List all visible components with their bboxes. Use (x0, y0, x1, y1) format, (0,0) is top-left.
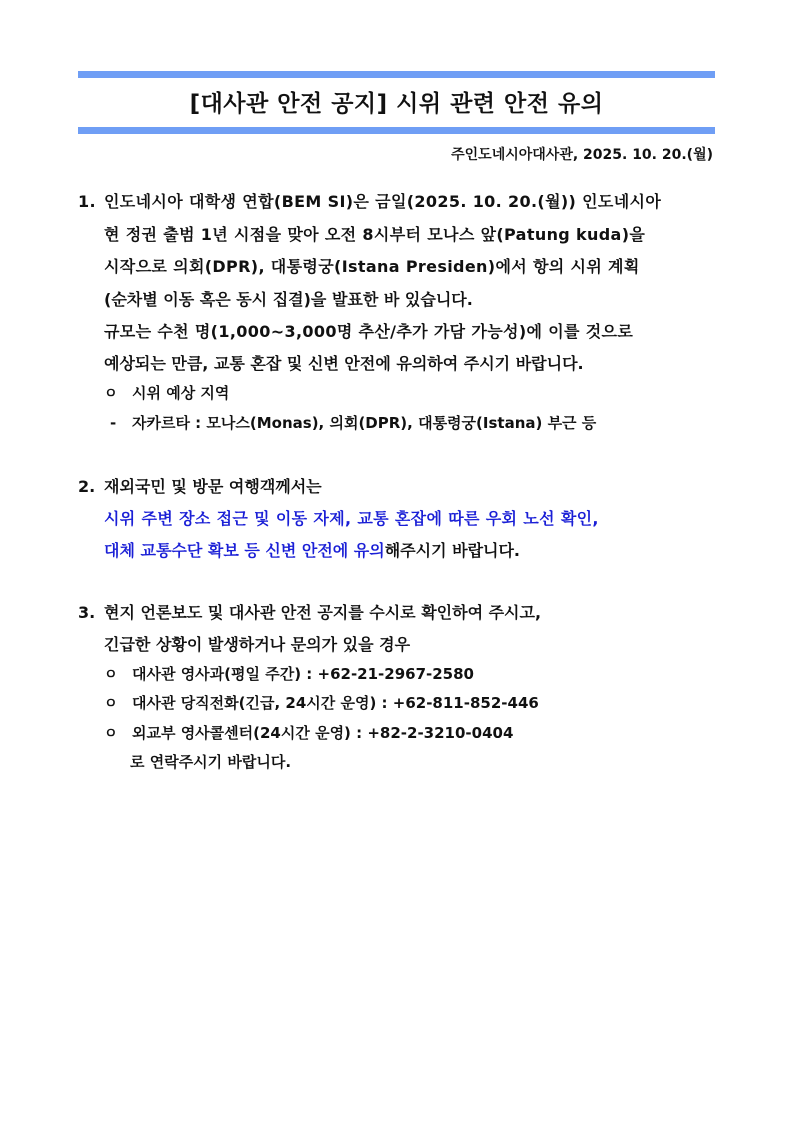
issuer-date: 주인도네시아대사관, 2025. 10. 20.(월) (451, 147, 713, 163)
section-1-line-5: 규모는 수천 명(1,000~3,000명 추산/추가 가담 가능성)에 이를 것으로 (104, 322, 634, 341)
section-2-emphasis-2: 대체 교통수단 확보 등 신변 안전에 유의 (104, 541, 385, 560)
bullet-marker: ㅇ (104, 726, 118, 742)
bullet-marker: ㅇ (104, 386, 118, 402)
dash-marker: - (110, 414, 117, 432)
section-2-number: 2. (78, 477, 96, 496)
section-2-line-3 (104, 538, 520, 564)
contact-consular (104, 661, 474, 688)
section-1-line-2: 현 정권 출범 1년 시점을 맞아 오전 8시부터 모나스 앞(Patung kuda)을 (104, 225, 646, 244)
section-1-text: 인도네시아 대학생 연합(BEM SI)은 금일(2025. 10. 20.(월)) 인도네시아 (104, 192, 662, 211)
bullet-text: 시위 예상 지역 (132, 384, 230, 402)
section-1-number: 1. (78, 192, 96, 211)
contact-text: 대사관 영사과(평일 주간) : +62-21-2967-2580 (132, 665, 474, 683)
section-3-text: 현지 언론보도 및 대사관 안전 공지를 수시로 확인하여 주시고, (104, 603, 542, 622)
section-2-emphasis-1: 시위 주변 장소 접근 및 이동 자제, 교통 혼잡에 따른 우회 노선 확인, (104, 509, 599, 528)
section-2-lead: 재외국민 및 방문 여행객께서는 (104, 477, 322, 496)
page-title: [대사관 안전 공지] 시위 관련 안전 유의 (189, 91, 604, 117)
section-1-dash-item (110, 410, 596, 436)
title-rule-top (78, 71, 715, 78)
contact-text: 외교부 영사콜센터(24시간 운영) : +82-2-3210-0404 (132, 724, 514, 742)
contact-text: 대사관 당직전화(긴급, 24시간 운영) : +62-811-852-446 (132, 694, 539, 712)
contact-duty-phone (104, 690, 539, 717)
section-1-bullet (104, 380, 229, 407)
section-3-line-1 (78, 600, 541, 626)
section-1-line-6: 예상되는 만큼, 교통 혼잡 및 신변 안전에 유의하여 주시기 바랍니다. (104, 354, 584, 373)
bullet-marker: ㅇ (104, 667, 118, 683)
section-3-line-2: 긴급한 상황이 발생하거나 문의가 있을 경우 (104, 635, 411, 654)
section-2-tail: 해주시기 바랍니다. (384, 541, 521, 560)
section-1-line-1 (78, 189, 661, 215)
section-1-line-3: 시작으로 의회(DPR), 대통령궁(Istana Presiden)에서 항의 시위 계획 (104, 257, 640, 276)
section-1-line-4: (순차별 이동 혹은 동시 집결)을 발표한 바 있습니다. (104, 290, 473, 309)
contact-call-center (104, 720, 513, 747)
section-2-line-1 (78, 474, 322, 500)
section-3-number: 3. (78, 603, 96, 622)
title-rule-bottom (78, 127, 715, 134)
bullet-marker: ㅇ (104, 696, 118, 712)
section-3-closing: 로 연락주시기 바랍니다. (130, 753, 292, 771)
dash-text: 자카르타 : 모나스(Monas), 의회(DPR), 대통령궁(Istana) 부근 등 (132, 414, 597, 432)
